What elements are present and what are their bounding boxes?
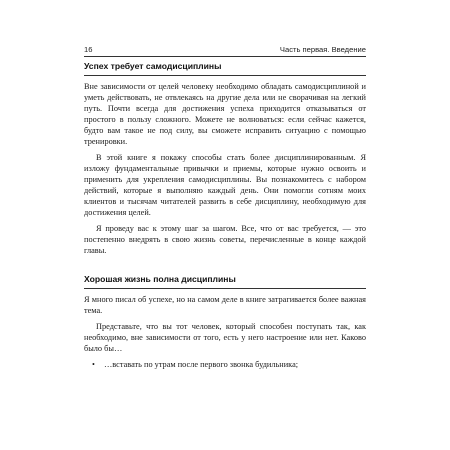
bullet-icon: • [92, 360, 95, 369]
section-heading-rule [84, 75, 366, 76]
paragraph: Вне зависимости от целей человеку необходимо обладать самодисциплиной и уметь действовать, не отвлекаясь на другие дела или не сворачивая на легкий путь. Почти всегда для достижения успеха приходится отказываться от простого в пользу сложного. Можете не волноваться: если сейчас кажется, будто вам такое не под силу, вы сможете исправить ситуацию с помощью тренировки. [84, 82, 366, 146]
page-number: 16 [84, 45, 93, 54]
paragraph: Я проведу вас к этому шаг за шагом. Все, что от вас требуется, — это постепенно внедрять в свою жизнь советы, перечисленные в конце каждой главы. [84, 224, 366, 255]
header-rule [84, 56, 366, 57]
page-body [84, 61, 366, 370]
paragraph: Представьте, что вы тот человек, который способен поступать так, как необходимо, вне зависимости от того, есть у него настроение или нет. Каково было бы… [84, 322, 366, 353]
section-heading-success: Успех требует самодисциплины [84, 61, 222, 71]
paragraph: Я много писал об успехе, но на самом деле в книге затрагивается более важная тема. [84, 295, 366, 315]
paragraph: В этой книге я покажу способы стать более дисциплинированным. Я изложу фундаментальные привычки и приемы, которые нужно освоить и применить для укрепления самодисциплины. Вы познакомитесь с набором действий, которые я выполняю каждый день. Они помогли сотням моих клиентов и тысячам читателей развить в себе дисциплину, необходимую для достижения целей. [84, 153, 366, 217]
section-heading-good-life: Хорошая жизнь полна дисциплины [84, 274, 236, 284]
section-heading-rule [84, 288, 366, 289]
bullet-list [84, 359, 366, 370]
list-item [84, 359, 366, 370]
list-item-text: …вставать по утрам после первого звонка будильника; [104, 360, 299, 369]
running-title: Часть первая. Введение [279, 45, 366, 54]
